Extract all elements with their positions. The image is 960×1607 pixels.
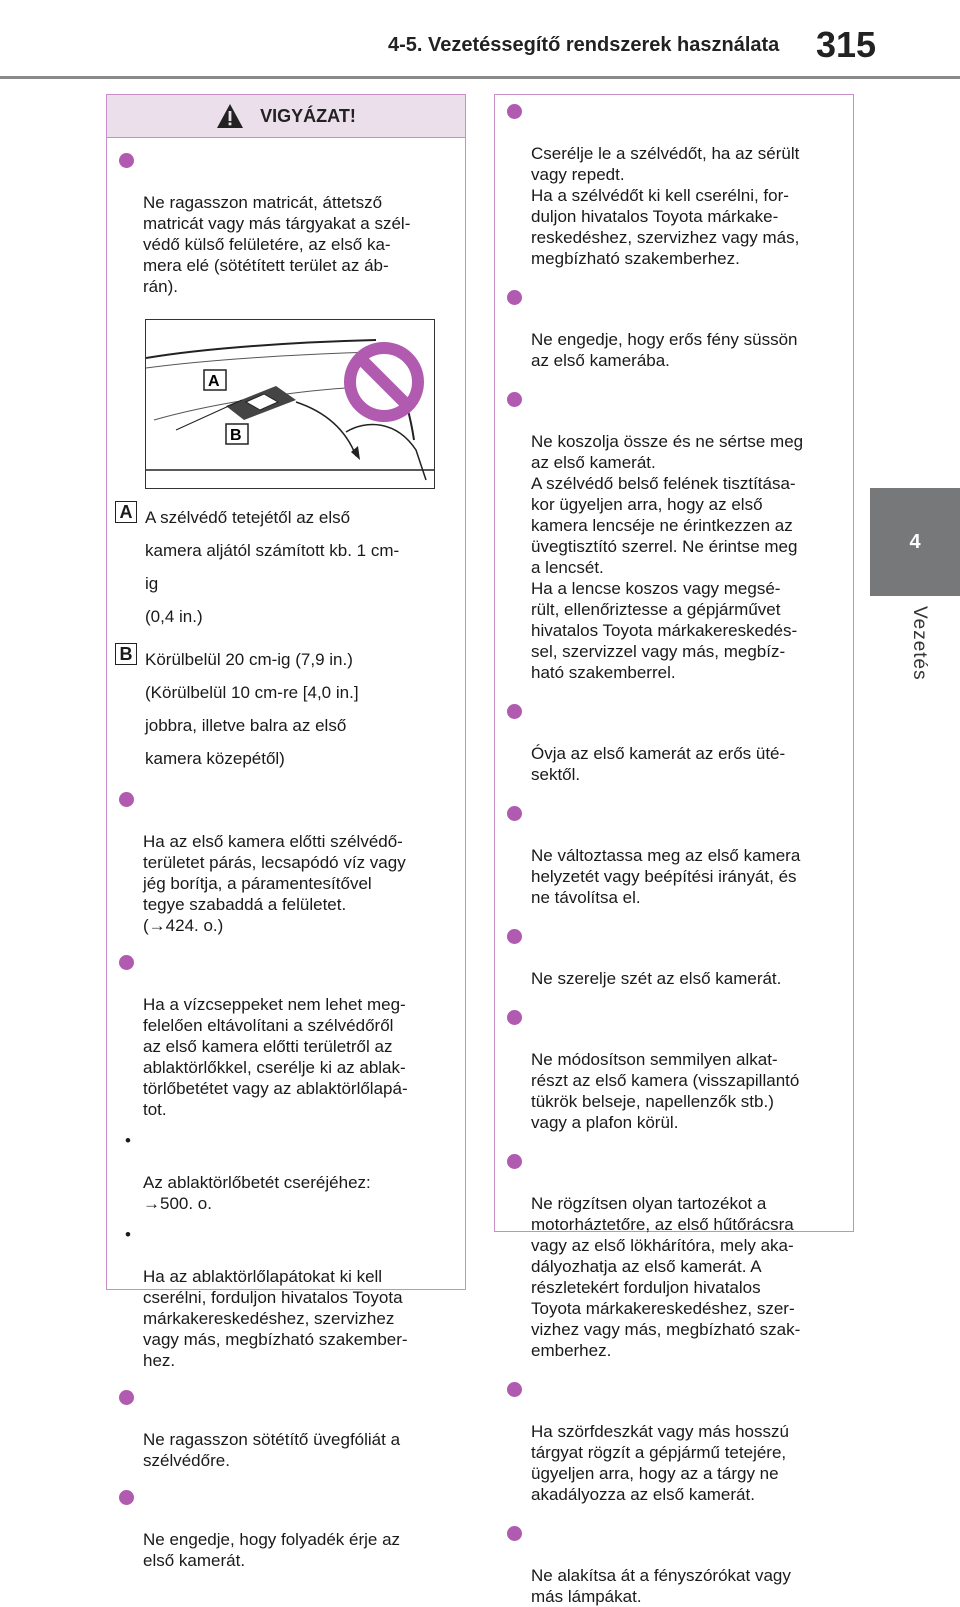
bullet-icon	[507, 1526, 522, 1541]
legend-text-a: A szélvédő tetejétől az első kamera aljától számított kb. 1 cm- ig (0,4 in.)	[145, 508, 400, 626]
small-bullet-icon: •	[125, 1225, 131, 1244]
bullet-icon	[507, 290, 522, 305]
warning-box-right	[494, 94, 854, 1606]
list-item	[503, 701, 845, 785]
item-text: Ha az ablaktörlőlapátokat ki kell cserélni, forduljon hivatalos Toyota márkakereskedéshez, szervizhez vagy más, megbízható szakember- hez.	[143, 1267, 408, 1370]
item-text: Ne engedje, hogy erős fény süssön az első kamerába.	[531, 330, 798, 370]
list-item	[115, 150, 457, 297]
item-text: Ne ragasszon sötétítő üvegfóliát a szélvédőre.	[143, 1430, 401, 1470]
item-text: Ne rögzítsen olyan tartozékot a motorháztetőre, az első hűtőrácsra vagy az első lökhárítóra, mely aka- dályozhatja az első kamerát. A részletekért forduljon hivatalos Toyota márkakereskedéshez, szer- vizhez vagy más, megbízható szak- emberhez.	[531, 1194, 801, 1360]
section-title: 4-5. Vezetéssegítő rendszerek használata	[388, 34, 780, 56]
warning-title: VIGYÁZAT!	[260, 105, 356, 126]
bullet-icon	[507, 929, 522, 944]
item-text: Ha szörfdeszkát vagy más hosszú tárgyat rögzít a gépjármű tetejére, ügyeljen arra, hogy az a tárgy ne akadályozza az első kamerát.	[531, 1422, 789, 1504]
sub-list-item	[115, 1224, 457, 1371]
sub-list-item	[115, 1130, 457, 1214]
item-text: Ne ragasszon matricát, áttetsző matricát vagy más tárgyakat a szél- védő külső felületére, az első ka- mera elé (sötétített terület az áb- rán).	[143, 193, 411, 296]
header-divider	[0, 76, 960, 79]
list-item	[115, 789, 457, 936]
bullet-icon	[119, 955, 134, 970]
list-item	[503, 1379, 845, 1505]
windshield-illustration	[146, 320, 434, 488]
legend-key-b: B	[115, 643, 137, 665]
warning-header	[107, 95, 465, 138]
bullet-icon	[507, 1154, 522, 1169]
list-item	[503, 101, 845, 269]
list-item	[503, 926, 845, 989]
figure-label-a: A	[208, 373, 220, 390]
prohibition-icon	[350, 348, 418, 416]
item-text: Ha az első kamera előtti szélvédő- területet párás, lecsapódó víz vagy jég borítja, a páramentesítővel tegye szabaddá a felületet. (→424. o.)	[143, 832, 406, 935]
list-item	[503, 1007, 845, 1133]
list-item	[503, 389, 845, 683]
item-text: Cserélje le a szélvédőt, ha az sérült vagy repedt. Ha a szélvédőt ki kell cserélni, for- duljon hivatalos Toyota márkake- reskedéshez, szervizhez vagy más, megbízható szakemberhez.	[531, 144, 800, 268]
item-text: Ne szerelje szét az első kamerát.	[531, 969, 782, 988]
bullet-icon	[507, 104, 522, 119]
bullet-icon	[119, 153, 134, 168]
legend-b	[115, 643, 465, 775]
bullet-icon	[507, 806, 522, 821]
chapter-number: 4	[909, 530, 921, 553]
bullet-icon	[507, 704, 522, 719]
item-text: Ha a vízcseppeket nem lehet meg- felelően eltávolítani a szélvédőről az első kamera előtti területről az ablaktörlőkkel, cserélje ki az ablak- törlőbetétet vagy az ablaktörlőlapá- tot.	[143, 995, 408, 1119]
bullet-icon	[507, 1382, 522, 1397]
item-text: Ne változtassa meg az első kamera helyzetét vagy beépítési irányát, és ne távolítsa el.	[531, 846, 801, 907]
list-item	[503, 1523, 845, 1607]
bullet-icon	[119, 792, 134, 807]
item-text: Ne engedje, hogy folyadék érje az első kamerát.	[143, 1530, 401, 1570]
list-item	[115, 1487, 457, 1571]
legend-a	[115, 501, 465, 633]
list-item	[503, 803, 845, 908]
chapter-tab[interactable]	[870, 488, 960, 596]
item-text: Az ablaktörlőbetét cseréjéhez: →500. o.	[143, 1173, 371, 1213]
warning-triangle-icon	[216, 103, 244, 129]
small-bullet-icon: •	[125, 1131, 131, 1150]
warning-box-left	[106, 94, 466, 1570]
legend-key-a: A	[115, 501, 137, 523]
windshield-camera-figure	[145, 319, 435, 489]
chapter-label: Vezetés	[909, 606, 930, 681]
item-text: Óvja az első kamerát az erős üté- sektől.	[531, 744, 786, 784]
list-item	[503, 287, 845, 371]
list-item	[503, 1151, 845, 1361]
bullet-icon	[119, 1390, 134, 1405]
bullet-icon	[507, 1010, 522, 1025]
list-item	[115, 952, 457, 1120]
bullet-icon	[119, 1490, 134, 1505]
page-number: 315	[816, 24, 877, 65]
item-text: Ne módosítson semmilyen alkat- részt az első kamera (visszapillantó tükrök belseje, napellenzők stb.) vagy a plafon körül.	[531, 1050, 800, 1132]
bullet-icon	[507, 392, 522, 407]
item-text: Ne koszolja össze és ne sértse meg az első kamerát. A szélvédő belső felének tisztítása- kor ügyeljen arra, hogy az első kamera lencséje ne érintkezzen az üvegtisztító szerrel. Ne érintse meg a lencsét. Ha a lencse koszos vagy megsé- rült, ellenőriztesse a gépjárművet hivatalos Toyota márkakereskedés- sel, szervizzel vagy más, megbíz- ható szakemberrel.	[531, 432, 804, 682]
list-item	[115, 1387, 457, 1471]
item-text: Ne alakítsa át a fényszórókat vagy más lámpákat.	[531, 1566, 791, 1606]
figure-label-b: B	[230, 427, 242, 444]
legend-text-b: Körülbelül 20 cm-ig (7,9 in.) (Körülbelül 10 cm-re [4,0 in.] jobbra, illetve balra az első kamera közepétől)	[145, 650, 359, 768]
